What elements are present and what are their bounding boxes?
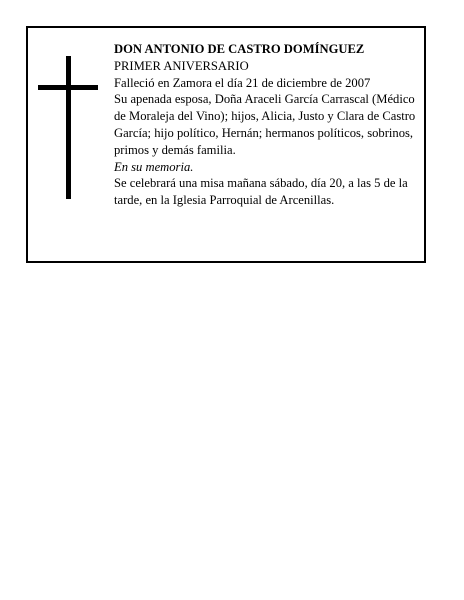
anniversary-heading: PRIMER ANIVERSARIO [114, 58, 249, 73]
death-line: Falleció en Zamora el día 21 de diciembre de 2007 [114, 75, 371, 90]
in-memory-line: En su memoria. [114, 159, 194, 174]
mass-announcement: Se celebrará una misa mañana sábado, día 20, a las 5 de la tarde, en la Iglesia Parroquial de Arcenillas. [114, 176, 408, 208]
obituary-notice [26, 26, 426, 263]
deceased-name: DON ANTONIO DE CASTRO DOMÍNGUEZ [114, 42, 365, 56]
family-paragraph: Su apenada esposa, Doña Araceli García Carrascal (Médico de Moraleja del Vino); hijos, Alicia, Justo y Clara de Castro García; hijo político, Hernán; hermanos políticos, sobrinos, primos y demás familia. [114, 92, 416, 157]
obituary-text [114, 41, 424, 209]
cross-vertical-bar [66, 56, 71, 199]
cross-horizontal-bar [38, 85, 98, 90]
